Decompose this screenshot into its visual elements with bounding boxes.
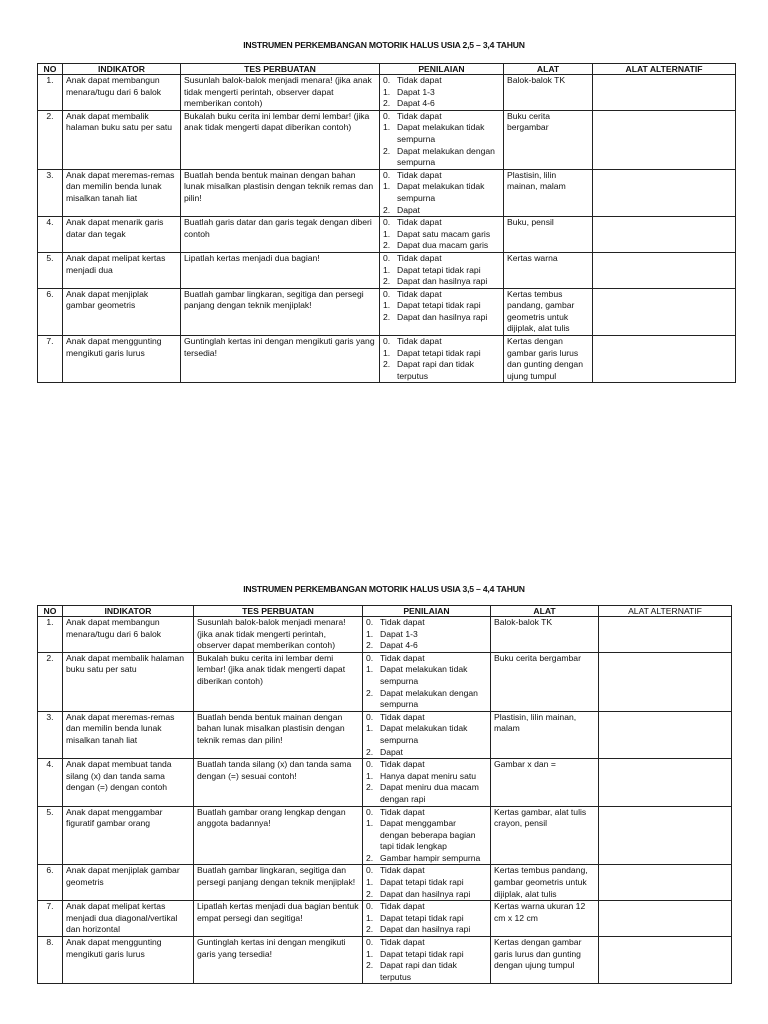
table-row (38, 711, 732, 758)
penilaian-item (366, 771, 487, 783)
penilaian-item (366, 889, 487, 901)
penilaian-text: Dapat dua macam garis (397, 240, 489, 251)
alat-alternatif-cell (593, 110, 736, 169)
tes-perbuatan-cell: Buatlah garis datar dan garis tegak dengan diberi contoh (181, 217, 380, 253)
penilaian-item (383, 289, 500, 301)
penilaian-text: Tidak dapat (380, 901, 425, 912)
penilaian-text: Dapat (380, 746, 403, 757)
penilaian-item (366, 759, 487, 771)
penilaian-item (383, 300, 500, 312)
tes-perbuatan-cell: Guntinglah kertas ini dengan mengikuti garis yang tersedia! (194, 937, 363, 984)
header-alat: ALAT (491, 606, 599, 617)
penilaian-list (383, 289, 500, 324)
penilaian-text: Tidak dapat (380, 617, 425, 627)
penilaian-score: 2. (383, 276, 391, 287)
penilaian-text: Dapat melakukan dengan sempurna (380, 687, 478, 710)
row-number: 1. (38, 617, 63, 653)
penilaian-cell (380, 110, 504, 169)
penilaian-item (366, 688, 487, 711)
penilaian-score: 0. (383, 75, 391, 85)
penilaian-score: 1. (366, 877, 374, 888)
penilaian-score: 0. (383, 110, 391, 121)
row-number: 7. (38, 336, 63, 383)
penilaian-cell (380, 75, 504, 111)
indikator-cell: Anak dapat melipat kertas menjadi dua (63, 252, 181, 288)
header-penilaian: PENILAIAN (363, 606, 491, 617)
table-row (38, 75, 736, 111)
penilaian-score: 1. (383, 228, 391, 239)
penilaian-text: Dapat menggambar dengan beberapa bagian tapi tidak lengkap (380, 818, 476, 852)
tes-perbuatan-cell: Lipatlah kertas menjadi dua bagian! (181, 252, 380, 288)
table-row (38, 217, 736, 253)
penilaian-score: 0. (366, 759, 374, 770)
penilaian-score: 0. (366, 901, 374, 912)
penilaian-text: Dapat dan hasilnya rapi (397, 311, 488, 322)
indikator-cell: Anak dapat melipat kertas menjadi dua diagonal/vertikal dan horizontal (63, 901, 194, 937)
alat-cell: Balok-balok TK (504, 75, 593, 111)
penilaian-text: Tidak dapat (397, 217, 442, 228)
table-row (38, 759, 732, 806)
penilaian-item (383, 122, 500, 145)
row-number: 2. (38, 110, 63, 169)
penilaian-item (383, 146, 500, 169)
penilaian-cell (380, 336, 504, 383)
row-number: 6. (38, 865, 63, 901)
penilaian-score: 1. (366, 628, 374, 639)
alat-alternatif-cell (599, 937, 732, 984)
penilaian-score: 0. (366, 652, 374, 663)
penilaian-list (366, 653, 487, 711)
penilaian-score: 1. (383, 300, 391, 311)
header-tes-perbuatan: TES PERBUATAN (181, 64, 380, 75)
penilaian-item (366, 865, 487, 877)
penilaian-item (383, 217, 500, 229)
penilaian-list (366, 712, 487, 758)
alat-cell: Kertas dengan gambar garis lurus dan gunting dengan ujung tumpul (491, 937, 599, 984)
alat-cell: Buku, pensil (504, 217, 593, 253)
alat-cell: Buku cerita bergambar (504, 110, 593, 169)
penilaian-score: 1. (383, 264, 391, 275)
alat-cell: Balok-balok TK (491, 617, 599, 653)
penilaian-item (366, 747, 487, 759)
penilaian-text: Dapat tetapi tidak rapi (397, 264, 481, 275)
penilaian-text: Dapat 4-6 (397, 98, 435, 109)
penilaian-item (383, 170, 500, 182)
table-row (38, 806, 732, 865)
penilaian-text: Dapat melakukan tidak sempurna (397, 122, 485, 144)
penilaian-item (383, 181, 500, 204)
penilaian-cell (363, 806, 491, 865)
table2-header-row (38, 606, 732, 617)
penilaian-text: Dapat meniru dua macam dengan rapi (380, 782, 479, 804)
penilaian-text: Dapat melakukan tidak sempurna (380, 723, 468, 745)
penilaian-score: 1. (366, 948, 374, 959)
penilaian-score: 2. (383, 359, 391, 370)
penilaian-text: Dapat tetapi tidak rapi (397, 347, 481, 358)
penilaian-score: 2. (383, 145, 391, 156)
penilaian-item (366, 617, 487, 629)
penilaian-text: Tidak dapat (397, 110, 442, 121)
tes-perbuatan-cell: Buatlah tanda silang (x) dan tanda sama dengan (=) sesuai contoh! (194, 759, 363, 806)
row-number: 8. (38, 937, 63, 984)
header-tes-perbuatan: TES PERBUATAN (194, 606, 363, 617)
tes-perbuatan-cell: Buatlah gambar orang lengkap dengan anggota badannya! (194, 806, 363, 865)
alat-cell: Kertas warna ukuran 12 cm x 12 cm (491, 901, 599, 937)
penilaian-text: Tidak dapat (380, 759, 425, 770)
penilaian-score: 0. (366, 617, 374, 627)
penilaian-item (366, 949, 487, 961)
indikator-cell: Anak dapat menjiplak gambar geometris (63, 865, 194, 901)
penilaian-score: 1. (366, 723, 374, 734)
penilaian-score: 2. (366, 960, 374, 971)
header-no: NO (38, 606, 63, 617)
penilaian-cell (363, 652, 491, 711)
penilaian-item (366, 653, 487, 665)
penilaian-list (383, 111, 500, 169)
penilaian-score: 2. (366, 640, 374, 651)
tes-perbuatan-cell: Buatlah gambar lingkaran, segitiga dan persegi panjang dengan teknik menjiplak! (181, 288, 380, 335)
tes-perbuatan-cell: Lipatlah kertas menjadi dua bagian bentuk empat persegi dan segitiga! (194, 901, 363, 937)
indikator-cell: Anak dapat menggunting mengikuti garis lurus (63, 336, 181, 383)
alat-cell: Buku cerita bergambar (491, 652, 599, 711)
table-row (38, 169, 736, 216)
penilaian-item (366, 901, 487, 913)
penilaian-score: 0. (383, 252, 391, 263)
penilaian-score: 0. (366, 711, 374, 722)
tes-perbuatan-cell: Buatlah benda bentuk mainan dengan bahan lunak misalkan plastisin dengan teknik remas dan pilin! (194, 711, 363, 758)
penilaian-score: 2. (383, 311, 391, 322)
penilaian-score: 0. (366, 806, 374, 817)
tes-perbuatan-cell: Buatlah gambar lingkaran, segitiga dan persegi panjang dengan teknik menjiplak! (194, 865, 363, 901)
penilaian-cell (380, 288, 504, 335)
penilaian-score: 1. (366, 912, 374, 923)
penilaian-text: Tidak dapat (380, 937, 425, 948)
penilaian-text: Dapat 1-3 (380, 628, 418, 639)
alat-alternatif-cell (599, 901, 732, 937)
alat-alternatif-cell (599, 759, 732, 806)
penilaian-item (366, 877, 487, 889)
penilaian-text: Dapat dan hasilnya rapi (380, 924, 471, 935)
penilaian-item (366, 853, 487, 865)
penilaian-item (366, 807, 487, 819)
penilaian-item (366, 937, 487, 949)
penilaian-text: Tidak dapat (397, 336, 442, 347)
penilaian-cell (363, 937, 491, 984)
penilaian-item (366, 640, 487, 652)
penilaian-item (366, 818, 487, 853)
alat-alternatif-cell (599, 806, 732, 865)
penilaian-score: 1. (383, 122, 391, 133)
penilaian-text: Dapat melakukan dengan sempurna (397, 145, 495, 168)
penilaian-text: Tidak dapat (380, 865, 425, 876)
table-row (38, 336, 736, 383)
penilaian-score: 0. (383, 336, 391, 347)
table-row (38, 252, 736, 288)
tes-perbuatan-cell: Buatlah benda bentuk mainan dengan bahan lunak misalkan plastisin dengan teknik remas dan pilin! (181, 169, 380, 216)
penilaian-score: 1. (366, 818, 374, 829)
table1-title: INSTRUMEN PERKEMBANGAN MOTORIK HALUS USIA 2,5 – 3,4 TAHUN (243, 40, 525, 50)
indikator-cell: Anak dapat meremas-remas dan memilin benda lunak misalkan tanah liat (63, 169, 181, 216)
penilaian-item (383, 348, 500, 360)
penilaian-cell (363, 865, 491, 901)
row-number: 4. (38, 217, 63, 253)
penilaian-text: Dapat (397, 204, 420, 215)
penilaian-text: Tidak dapat (380, 806, 425, 817)
table-row (38, 937, 732, 984)
penilaian-score: 2. (366, 782, 374, 793)
penilaian-score: 2. (366, 746, 374, 757)
penilaian-text: Dapat tetapi tidak rapi (380, 912, 464, 923)
alat-alternatif-cell (593, 217, 736, 253)
table-row (38, 865, 732, 901)
row-number: 1. (38, 75, 63, 111)
header-indikator: INDIKATOR (63, 606, 194, 617)
table2-title: INSTRUMEN PERKEMBANGAN MOTORIK HALUS USIA 3,5 – 4,4 TAHUN (243, 584, 525, 594)
penilaian-item (366, 924, 487, 936)
penilaian-score: 2. (366, 924, 374, 935)
penilaian-score: 1. (366, 770, 374, 781)
penilaian-item (366, 782, 487, 805)
row-number: 3. (38, 169, 63, 216)
penilaian-list (383, 217, 500, 252)
indikator-cell: Anak dapat membangun menara/tugu dari 6 balok (63, 617, 194, 653)
penilaian-score: 1. (383, 86, 391, 97)
penilaian-cell (380, 217, 504, 253)
penilaian-list (366, 937, 487, 983)
indikator-cell: Anak dapat menggunting mengikuti garis lurus (63, 937, 194, 984)
penilaian-text: Dapat dan hasilnya rapi (380, 888, 471, 899)
penilaian-item (366, 712, 487, 724)
table-row (38, 110, 736, 169)
penilaian-text: Dapat rapi dan tidak terputus (397, 359, 474, 381)
penilaian-list (383, 253, 500, 288)
alat-alternatif-cell (593, 336, 736, 383)
alat-cell: Gambar x dan = (491, 759, 599, 806)
penilaian-item (366, 664, 487, 687)
table-row (38, 617, 732, 653)
penilaian-item (383, 240, 500, 252)
header-no: NO (38, 64, 63, 75)
alat-cell: Kertas tembus pandang, gambar geometris untuk dijiplak, alat tulis (504, 288, 593, 335)
alat-cell: Kertas warna (504, 252, 593, 288)
indikator-cell: Anak dapat meremas-remas dan memilin benda lunak misalkan tanah liat (63, 711, 194, 758)
penilaian-score: 1. (383, 181, 391, 192)
penilaian-score: 0. (383, 288, 391, 299)
indikator-cell: Anak dapat menjiplak gambar geometris (63, 288, 181, 335)
penilaian-list (366, 759, 487, 805)
table2 (37, 605, 732, 984)
penilaian-text: Tidak dapat (397, 252, 442, 263)
penilaian-text: Tidak dapat (397, 288, 442, 299)
penilaian-item (383, 336, 500, 348)
header-alat: ALAT (504, 64, 593, 75)
penilaian-item (383, 98, 500, 110)
penilaian-text: Dapat melakukan tidak sempurna (397, 181, 485, 203)
penilaian-text: Dapat tetapi tidak rapi (380, 948, 464, 959)
row-number: 5. (38, 806, 63, 865)
header-alat-alternatif: ALAT ALTERNATIF (593, 64, 736, 75)
penilaian-item (383, 265, 500, 277)
indikator-cell: Anak dapat menggambar figuratif gambar orang (63, 806, 194, 865)
penilaian-score: 2. (366, 852, 374, 863)
penilaian-item (383, 229, 500, 241)
penilaian-text: Gambar hampir sempurna (380, 852, 481, 863)
indikator-cell: Anak dapat membalik halaman buku satu per satu (63, 652, 194, 711)
penilaian-item (383, 111, 500, 123)
penilaian-score: 1. (383, 347, 391, 358)
header-penilaian: PENILAIAN (380, 64, 504, 75)
alat-alternatif-cell (599, 652, 732, 711)
penilaian-cell (363, 901, 491, 937)
indikator-cell: Anak dapat membuat tanda silang (x) dan tanda sama dengan (=) dengan contoh (63, 759, 194, 806)
tes-perbuatan-cell: Susunlah balok-balok menjadi menara! (jika anak tidak mengerti perintah, observer dapat memberikan contoh) (181, 75, 380, 111)
penilaian-text: Dapat 1-3 (397, 86, 435, 97)
alat-cell: Plastisin, lilin mainan, malam (504, 169, 593, 216)
alat-alternatif-cell (593, 288, 736, 335)
row-number: 6. (38, 288, 63, 335)
penilaian-text: Dapat rapi dan tidak terputus (380, 960, 457, 982)
alat-cell: Kertas tembus pandang, gambar geometris untuk dijiplak, alat tulis (491, 865, 599, 901)
penilaian-text: Dapat 4-6 (380, 640, 418, 651)
penilaian-cell (363, 711, 491, 758)
penilaian-item (383, 253, 500, 265)
table-row (38, 901, 732, 937)
alat-cell: Kertas dengan gambar garis lurus dan gunting dengan ujung tumpul (504, 336, 593, 383)
table1 (37, 63, 736, 383)
penilaian-item (383, 312, 500, 324)
row-number: 5. (38, 252, 63, 288)
alat-alternatif-cell (593, 252, 736, 288)
penilaian-item (366, 960, 487, 983)
alat-cell: Kertas gambar, alat tulis crayon, pensil (491, 806, 599, 865)
penilaian-text: Tidak dapat (397, 169, 442, 180)
penilaian-item (383, 205, 500, 217)
penilaian-score: 1. (366, 664, 374, 675)
row-number: 7. (38, 901, 63, 937)
penilaian-score: 0. (383, 169, 391, 180)
penilaian-text: Tidak dapat (397, 75, 442, 85)
penilaian-text: Dapat melakukan tidak sempurna (380, 664, 468, 686)
penilaian-item (383, 75, 500, 87)
penilaian-score: 2. (383, 240, 391, 251)
alat-alternatif-cell (599, 711, 732, 758)
penilaian-text: Hanya dapat meniru satu (380, 770, 477, 781)
penilaian-list (366, 617, 487, 652)
penilaian-text: Dapat tetapi tidak rapi (380, 877, 464, 888)
penilaian-score: 0. (366, 937, 374, 948)
indikator-cell: Anak dapat membangun menara/tugu dari 6 balok (63, 75, 181, 111)
penilaian-cell (363, 617, 491, 653)
penilaian-item (383, 359, 500, 382)
penilaian-item (366, 723, 487, 746)
table1-header-row (38, 64, 736, 75)
penilaian-text: Dapat dan hasilnya rapi (397, 276, 488, 287)
alat-alternatif-cell (593, 75, 736, 111)
penilaian-score: 2. (383, 204, 391, 215)
penilaian-item (366, 913, 487, 925)
tes-perbuatan-cell: Guntinglah kertas ini dengan mengikuti garis yang tersedia! (181, 336, 380, 383)
penilaian-item (383, 87, 500, 99)
header-alat-alternatif: ALAT ALTERNATIF (599, 606, 732, 617)
alat-cell: Plastisin, lilin mainan, malam (491, 711, 599, 758)
tes-perbuatan-cell: Susunlah balok-balok menjadi menara! (jika anak tidak mengerti perintah, observer dapat memberikan contoh) (194, 617, 363, 653)
penilaian-list (366, 901, 487, 936)
row-number: 2. (38, 652, 63, 711)
penilaian-list (366, 807, 487, 865)
penilaian-item (383, 276, 500, 288)
penilaian-cell (363, 759, 491, 806)
tes-perbuatan-cell: Bukalah buku cerita ini lembar demi lembar! (jika anak tidak mengerti dapat diberikan contoh) (181, 110, 380, 169)
alat-alternatif-cell (593, 169, 736, 216)
penilaian-score: 0. (366, 865, 374, 876)
penilaian-cell (380, 169, 504, 216)
penilaian-list (383, 75, 500, 110)
indikator-cell: Anak dapat membalik halaman buku satu per satu (63, 110, 181, 169)
penilaian-score: 2. (366, 888, 374, 899)
penilaian-list (366, 865, 487, 900)
penilaian-score: 0. (383, 217, 391, 228)
penilaian-text: Tidak dapat (380, 711, 425, 722)
penilaian-text: Tidak dapat (380, 652, 425, 663)
penilaian-text: Dapat tetapi tidak rapi (397, 300, 481, 311)
penilaian-cell (380, 252, 504, 288)
tes-perbuatan-cell: Bukalah buku cerita ini lembar demi lembar! (jika anak tidak mengerti dapat diberikan contoh) (194, 652, 363, 711)
penilaian-list (383, 170, 500, 216)
row-number: 4. (38, 759, 63, 806)
penilaian-score: 2. (383, 98, 391, 109)
table-row (38, 652, 732, 711)
row-number: 3. (38, 711, 63, 758)
penilaian-score: 2. (366, 687, 374, 698)
alat-alternatif-cell (599, 865, 732, 901)
indikator-cell: Anak dapat menarik garis datar dan tegak (63, 217, 181, 253)
table-row (38, 288, 736, 335)
penilaian-item (366, 629, 487, 641)
penilaian-text: Dapat satu macam garis (397, 228, 491, 239)
penilaian-list (383, 336, 500, 382)
header-indikator: INDIKATOR (63, 64, 181, 75)
alat-alternatif-cell (599, 617, 732, 653)
